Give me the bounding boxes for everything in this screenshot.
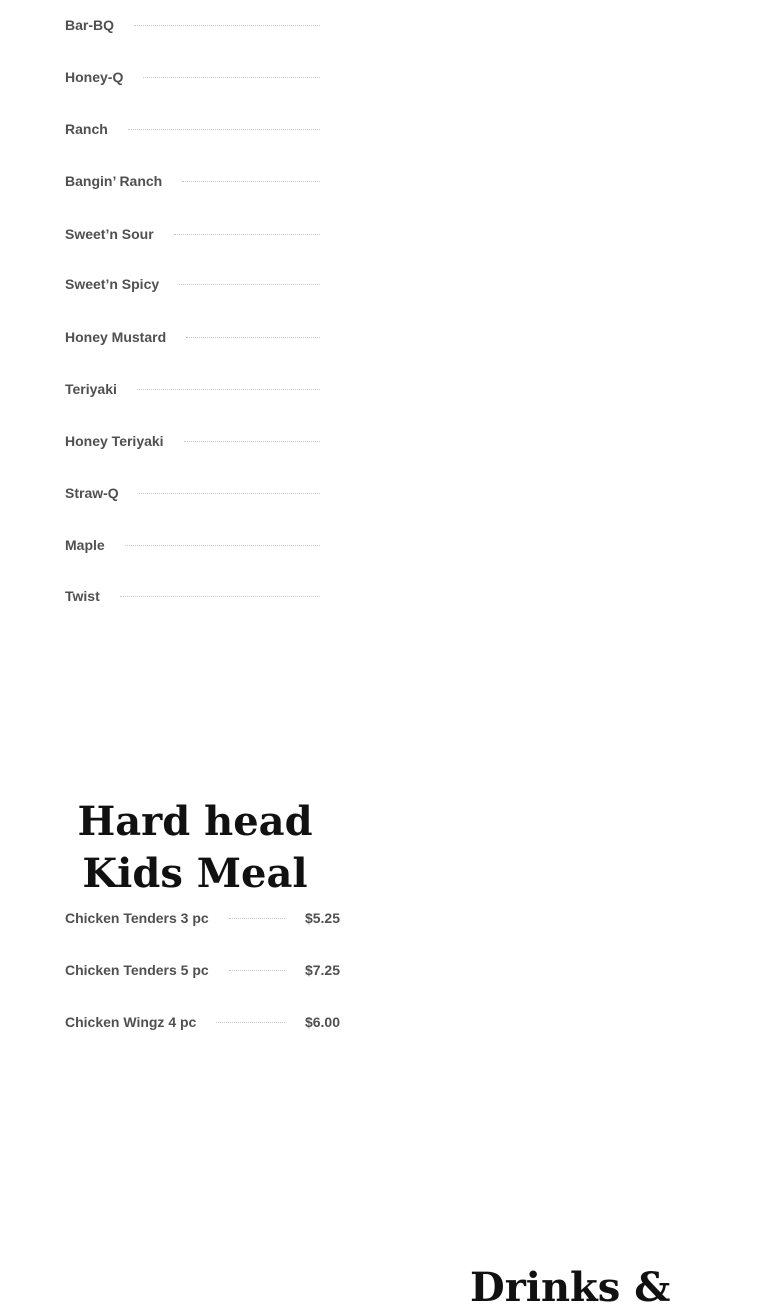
dotted-leader [184,441,320,442]
sauce-item-bar-bq [65,17,320,33]
kids-meal-item-wingz-4pc [65,1014,340,1030]
sauce-name: Sweet’n Sour [65,226,154,242]
menu-item-name: Chicken Tenders 3 pc [65,910,209,926]
menu-item-price: $6.00 [304,1014,340,1030]
dotted-leader [216,1022,285,1023]
dotted-leader [186,337,320,338]
sauce-item-sweet-n-spicy [65,276,320,292]
sauce-item-straw-q [65,485,320,501]
sauce-name: Honey-Q [65,69,124,85]
kids-meal-item-tenders-5pc [65,962,340,978]
sauce-name: Teriyaki [65,381,117,397]
sauce-item-bangin-ranch [65,173,320,189]
sauce-item-maple [65,537,320,553]
sauce-name: Honey Teriyaki [65,433,164,449]
kids-meal-heading-line2: Kids Meal [82,850,308,897]
sauce-name: Bangin’ Ranch [65,173,163,189]
sauce-item-honey-q [65,69,320,85]
dotted-leader [134,25,320,26]
sauce-name: Ranch [65,121,108,137]
menu-item-name: Chicken Tenders 5 pc [65,962,209,978]
dotted-leader [120,596,320,597]
sauce-item-honey-mustard [65,329,320,345]
dotted-leader [229,918,285,919]
menu-item-name: Chicken Wingz 4 pc [65,1014,197,1030]
sauce-item-sweet-n-sour [65,226,320,242]
dotted-leader [139,493,320,494]
sauce-name: Bar-BQ [65,17,115,33]
sauce-item-honey-teriyaki [65,433,320,449]
dotted-leader [229,970,285,971]
kids-meal-item-tenders-3pc [65,910,340,926]
sauce-name: Honey Mustard [65,329,167,345]
dotted-leader [179,284,320,285]
dotted-leader [174,234,320,235]
dotted-leader [143,77,320,78]
kids-meal-heading [55,796,335,900]
dotted-leader [128,129,320,130]
dotted-leader [137,389,320,390]
sauce-item-ranch [65,121,320,137]
menu-item-price: $5.25 [304,910,340,926]
dotted-leader [125,545,320,546]
dotted-leader [182,181,320,182]
sauce-name: Twist [65,588,100,604]
drinks-heading: Drinks & [470,1264,671,1311]
sauce-name: Straw-Q [65,485,119,501]
sauce-name: Sweet’n Spicy [65,276,160,292]
sauce-item-twist [65,588,320,604]
sauce-item-teriyaki [65,381,320,397]
sauce-name: Maple [65,537,105,553]
kids-meal-heading-line1: Hard head [77,798,313,845]
menu-item-price: $7.25 [304,962,340,978]
